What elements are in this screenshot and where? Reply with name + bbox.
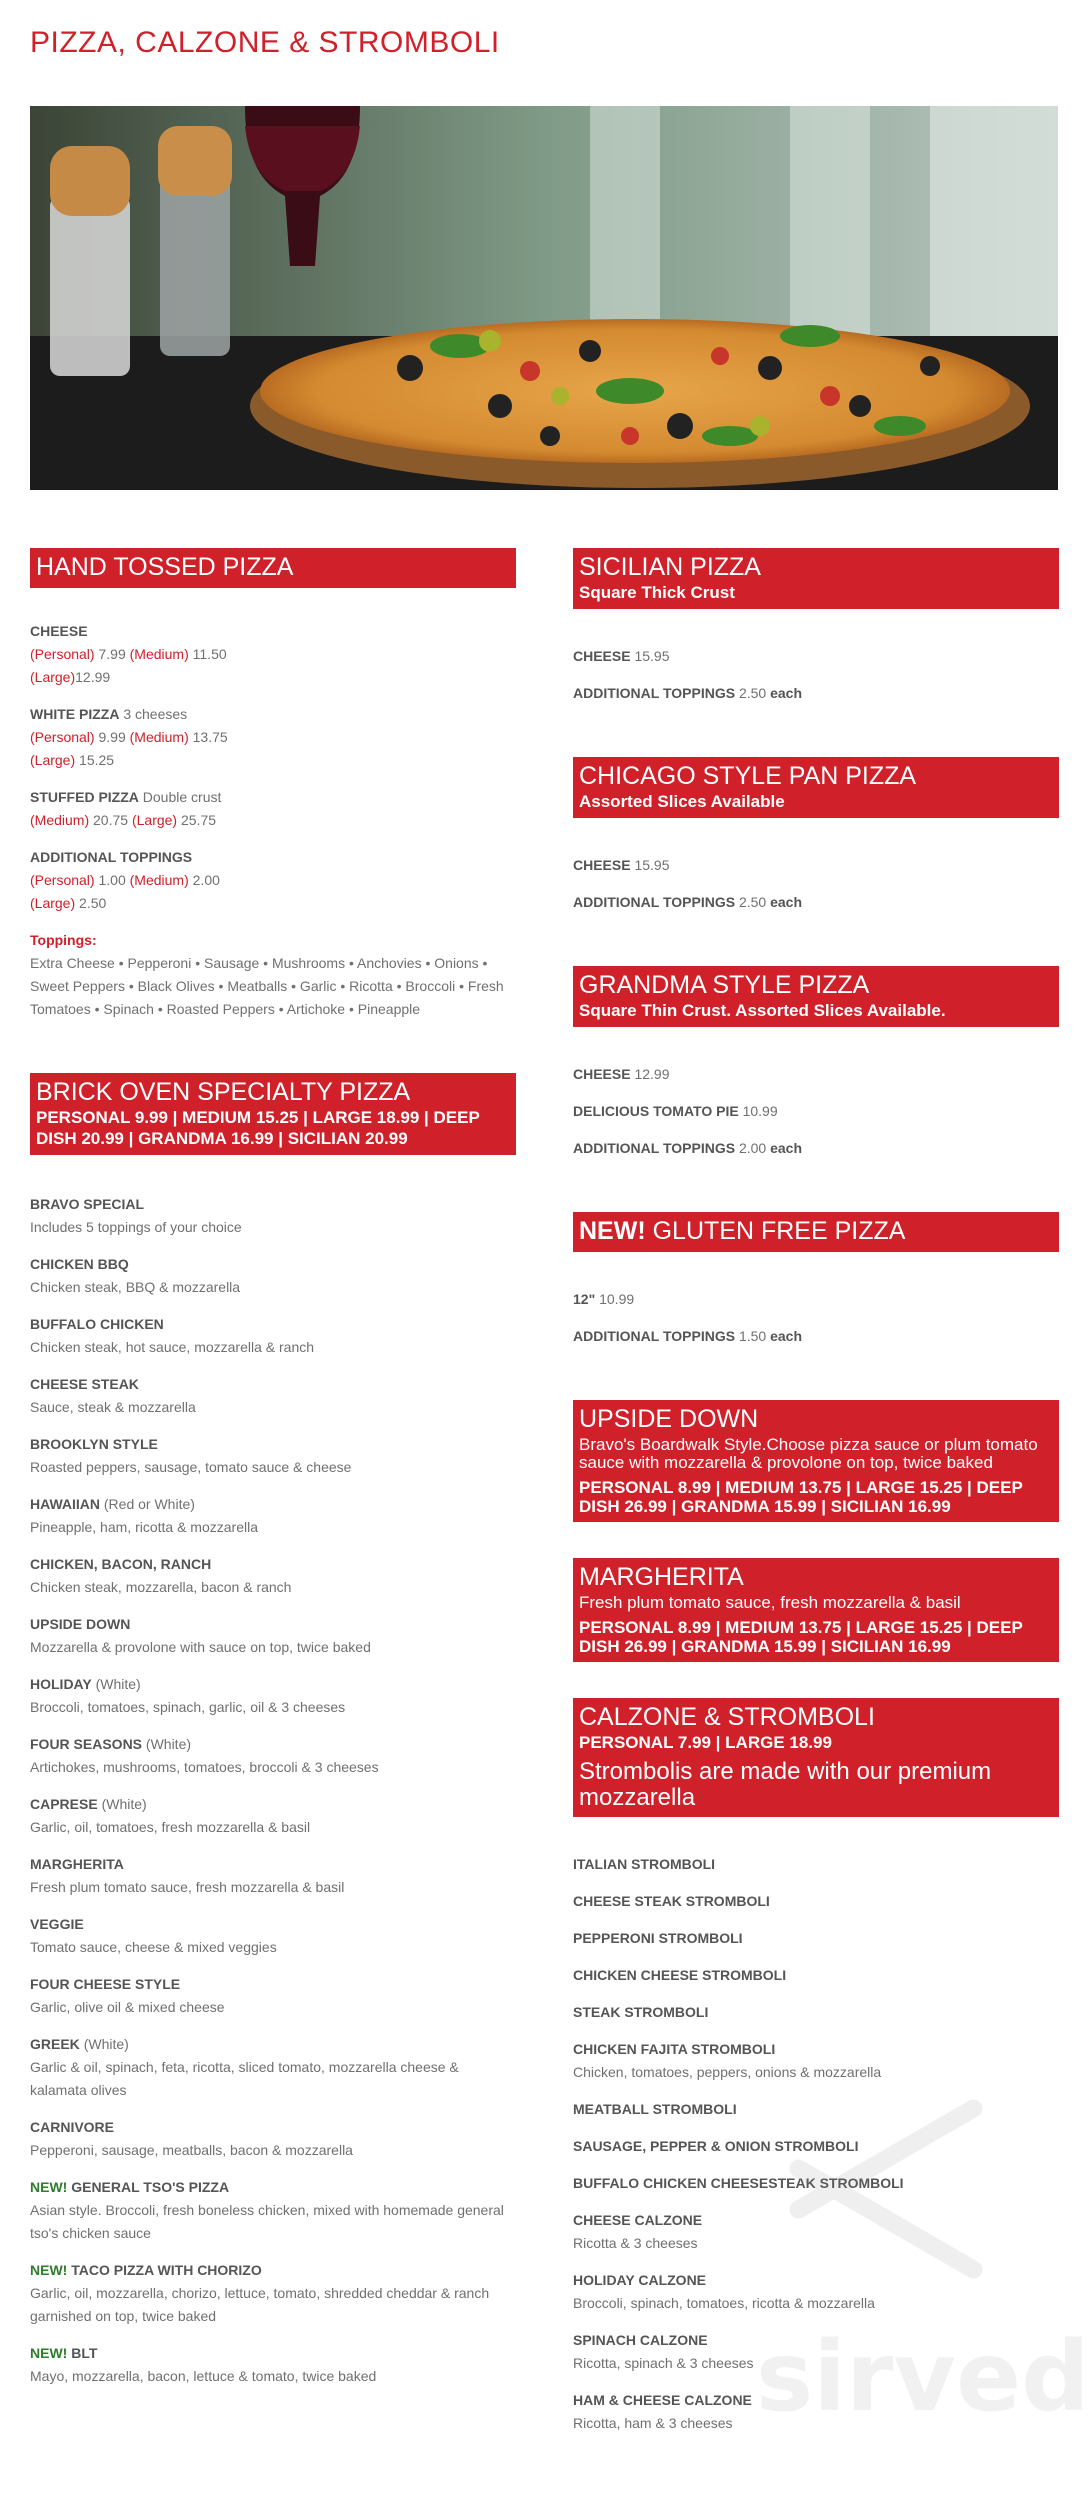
pizza-photo-illustration [30,106,1058,490]
item-note: (White) [83,2036,129,2052]
item-desc: Asian style. Broccoli, fresh boneless chicken, mixed with homemade general tso's chicken sauce [30,2202,504,2241]
hand-tossed-white: WHITE PIZZA 3 cheeses (Personal) 9.99 (Medium) 13.75 (Large) 15.25 [30,706,228,768]
brick-oven-item [30,1253,516,1299]
upside-down-banner [573,1400,1059,1522]
brick-oven-items [30,1155,516,2388]
item-desc: Pepperoni, sausage, meatballs, bacon & mozzarella [30,2142,353,2158]
brick-oven-item [30,1733,516,1779]
grandma-subtitle: Square Thin Crust. Assorted Slices Available. [579,1001,946,1020]
item-name: BLT [71,2345,98,2361]
item-name: CAPRESE [30,1796,98,1812]
calzone-item [573,2001,1059,2024]
chicago-additional: ADDITIONAL TOPPINGS 2.50 each [573,894,803,910]
item-note: (White) [145,1736,192,1752]
chicago-items [573,818,1059,914]
margherita-banner [573,1558,1059,1662]
calzone-item [573,1927,1059,1950]
chicago-cheese: CHEESE 15.95 [573,857,670,873]
sicilian-banner [573,548,1059,609]
item-note: (White) [101,1796,147,1812]
item-name: ITALIAN STROMBOLI [573,1856,716,1872]
item-desc: Ricotta & 3 cheeses [573,2235,698,2251]
item-name: CHICKEN FAJITA STROMBOLI [573,2041,776,2057]
item-name: VEGGIE [30,1916,84,1932]
toppings-label: Toppings: [30,932,97,948]
brick-oven-item [30,1493,516,1539]
item-name: HAM & CHEESE CALZONE [573,2392,752,2408]
item-name: CHEESE CALZONE [573,2212,703,2228]
item-desc: Garlic, oil, tomatoes, fresh mozzarella & basil [30,1819,311,1835]
new-badge: NEW! [30,2345,68,2361]
grandma-additional: ADDITIONAL TOPPINGS 2.00 each [573,1140,803,1156]
item-name: CHICKEN, BACON, RANCH [30,1556,212,1572]
grandma-banner [573,966,1059,1027]
item-name: FOUR CHEESE STYLE [30,1976,181,1992]
brick-oven-item [30,1673,516,1719]
brick-oven-item [30,1913,516,1959]
calzone-note: Strombolis are made with our premium mozzarella [579,1758,992,1811]
item-name: BUFFALO CHICKEN CHEESESTEAK STROMBOLI [573,2175,904,2191]
brick-oven-item [30,1433,516,1479]
sicilian-additional: ADDITIONAL TOPPINGS 2.50 each [573,685,803,701]
item-name: PEPPERONI STROMBOLI [573,1930,743,1946]
item-name: HAWAIIAN [30,1496,100,1512]
watermark-text: sirved [756,2321,1090,2433]
left-column [30,548,516,2388]
item-desc: Artichokes, mushrooms, tomatoes, broccoli & 3 cheeses [30,1759,379,1775]
brick-oven-prices: PERSONAL 9.99 | MEDIUM 15.25 | LARGE 18.99 | DEEP DISH 20.99 | GRANDMA 16.99 | SICILIAN 20.99 [36,1108,480,1148]
item-desc: Mayo, mozzarella, bacon, lettuce & tomato, twice baked [30,2368,377,2384]
brick-oven-banner [30,1073,516,1155]
item-desc: Garlic, olive oil & mixed cheese [30,1999,225,2015]
gluten-free-banner [573,1212,1059,1252]
brick-oven-item [30,2033,516,2102]
item-desc: Broccoli, tomatoes, spinach, garlic, oil & 3 cheeses [30,1699,346,1715]
brick-oven-item [30,2342,516,2388]
hero-photo [30,106,1058,490]
item-desc: Fresh plum tomato sauce, fresh mozzarella & basil [30,1879,345,1895]
watermark-logo [736,2080,1090,2440]
upside-down-prices: PERSONAL 8.99 | MEDIUM 13.75 | LARGE 15.25 | DEEP DISH 26.99 | GRANDMA 15.99 | SICILIAN 16.99 [579,1478,1023,1516]
page-title: PIZZA, CALZONE & STROMBOLI [30,26,500,59]
gluten-free-title: NEW! GLUTEN FREE PIZZA [579,1217,906,1245]
grandma-cheese: CHEESE 12.99 [573,1066,670,1082]
grandma-title: GRANDMA STYLE PIZZA [579,971,870,999]
brick-oven-title: BRICK OVEN SPECIALTY PIZZA [36,1078,411,1106]
item-name: CARNIVORE [30,2119,115,2135]
brick-oven-item [30,1193,516,1239]
hand-tossed-items [30,588,516,1021]
chicago-title: CHICAGO STYLE PAN PIZZA [579,762,917,790]
item-name: SPINACH CALZONE [573,2332,708,2348]
gluten-free-12in: 12" 10.99 [573,1291,635,1307]
brick-oven-item [30,2259,516,2328]
item-name: FOUR SEASONS [30,1736,143,1752]
item-name: CHICKEN BBQ [30,1256,129,1272]
brick-oven-item [30,1793,516,1839]
item-desc: Garlic, oil, mozzarella, chorizo, lettuce, tomato, shredded cheddar & ranch garnished on top, twice baked [30,2285,490,2324]
hand-tossed-additional: ADDITIONAL TOPPINGS (Personal) 1.00 (Medium) 2.00 (Large) 2.50 [30,849,220,911]
grandma-items [573,1027,1059,1160]
item-name: UPSIDE DOWN [30,1616,131,1632]
item-name: GENERAL TSO'S PIZZA [71,2179,230,2195]
grandma-tomato-pie: DELICIOUS TOMATO PIE 10.99 [573,1103,778,1119]
hand-tossed-title: HAND TOSSED PIZZA [36,553,294,581]
brick-oven-item [30,1373,516,1419]
brick-oven-item [30,1553,516,1599]
calzone-item [573,2038,1059,2084]
chicago-banner [573,757,1059,818]
calzone-prices: PERSONAL 7.99 | LARGE 18.99 [579,1733,832,1752]
item-name: GREEK [30,2036,80,2052]
sicilian-items [573,609,1059,705]
brick-oven-item [30,1853,516,1899]
item-name: SAUSAGE, PEPPER & ONION STROMBOLI [573,2138,859,2154]
margherita-title: MARGHERITA [579,1563,744,1591]
gluten-free-items [573,1252,1059,1348]
brick-oven-item [30,1313,516,1359]
gluten-free-additional: ADDITIONAL TOPPINGS 1.50 each [573,1328,803,1344]
item-name: CHICKEN CHEESE STROMBOLI [573,1967,787,1983]
brick-oven-item [30,1613,516,1659]
item-desc: Pineapple, ham, ricotta & mozzarella [30,1519,258,1535]
margherita-desc: Fresh plum tomato sauce, fresh mozzarella & basil [579,1593,961,1612]
calzone-item [573,1964,1059,1987]
item-desc: Includes 5 toppings of your choice [30,1219,242,1235]
calzone-item [573,1853,1059,1876]
upside-down-title: UPSIDE DOWN [579,1405,759,1433]
calzone-title: CALZONE & STROMBOLI [579,1703,875,1731]
brick-oven-item [30,1973,516,2019]
item-note: (Red or White) [103,1496,195,1512]
item-name: HOLIDAY [30,1676,92,1692]
item-desc: Chicken steak, hot sauce, mozzarella & ranch [30,1339,315,1355]
brick-oven-item [30,2116,516,2162]
item-desc: Sauce, steak & mozzarella [30,1399,196,1415]
sicilian-title: SICILIAN PIZZA [579,553,761,581]
item-name: MARGHERITA [30,1856,124,1872]
item-name: STEAK STROMBOLI [573,2004,709,2020]
item-name: TACO PIZZA WITH CHORIZO [71,2262,262,2278]
item-desc: Mozzarella & provolone with sauce on top, twice baked [30,1639,371,1655]
item-desc: Chicken, tomatoes, peppers, onions & mozzarella [573,2064,882,2080]
item-desc: Garlic & oil, spinach, feta, ricotta, sliced tomato, mozzarella cheese & kalamata olives [30,2059,459,2098]
item-desc: Broccoli, spinach, tomatoes, ricotta & mozzarella [573,2295,875,2311]
item-note: (White) [95,1676,141,1692]
sicilian-subtitle: Square Thick Crust [579,583,735,602]
item-name: CHEESE STEAK [30,1376,139,1392]
item-name: BRAVO SPECIAL [30,1196,145,1212]
sicilian-cheese: CHEESE 15.95 [573,648,670,664]
item-desc: Chicken steak, BBQ & mozzarella [30,1279,241,1295]
item-name: MEATBALL STROMBOLI [573,2101,737,2117]
new-badge: NEW! [30,2179,68,2195]
calzone-item [573,1890,1059,1913]
new-badge: NEW! [30,2262,68,2278]
calzone-banner [573,1698,1059,1817]
item-name: HOLIDAY CALZONE [573,2272,707,2288]
hand-tossed-banner [30,548,516,588]
item-desc: Ricotta, ham & 3 cheeses [573,2415,733,2431]
hand-tossed-cheese: CHEESE (Personal) 7.99 (Medium) 11.50 (Large)12.99 [30,623,227,685]
chicago-subtitle: Assorted Slices Available [579,792,785,811]
item-desc: Chicken steak, mozzarella, bacon & ranch [30,1579,292,1595]
item-name: CHEESE STEAK STROMBOLI [573,1893,770,1909]
item-desc: Tomato sauce, cheese & mixed veggies [30,1939,277,1955]
item-name: BUFFALO CHICKEN [30,1316,164,1332]
upside-down-desc: Bravo's Boardwalk Style.Choose pizza sauce or plum tomato sauce with mozzarella & provolone on top, twice baked [579,1435,1038,1472]
item-desc: Roasted peppers, sausage, tomato sauce & cheese [30,1459,352,1475]
hand-tossed-stuffed: STUFFED PIZZA Double crust (Medium) 20.75 (Large) 25.75 [30,789,222,828]
toppings-list: Extra Cheese • Pepperoni • Sausage • Mushrooms • Anchovies • Onions • Sweet Peppers • Black Olives • Meatballs • Garlic • Ricotta • Broccoli • Fresh Tomatoes • Spinach • Roasted Peppers • Artichoke • Pineapple [30,955,504,1017]
brick-oven-item [30,2176,516,2245]
item-name: BROOKLYN STYLE [30,1436,158,1452]
item-desc: Ricotta, spinach & 3 cheeses [573,2355,754,2371]
margherita-prices: PERSONAL 8.99 | MEDIUM 13.75 | LARGE 15.25 | DEEP DISH 26.99 | GRANDMA 15.99 | SICILIAN 16.99 [579,1618,1023,1656]
